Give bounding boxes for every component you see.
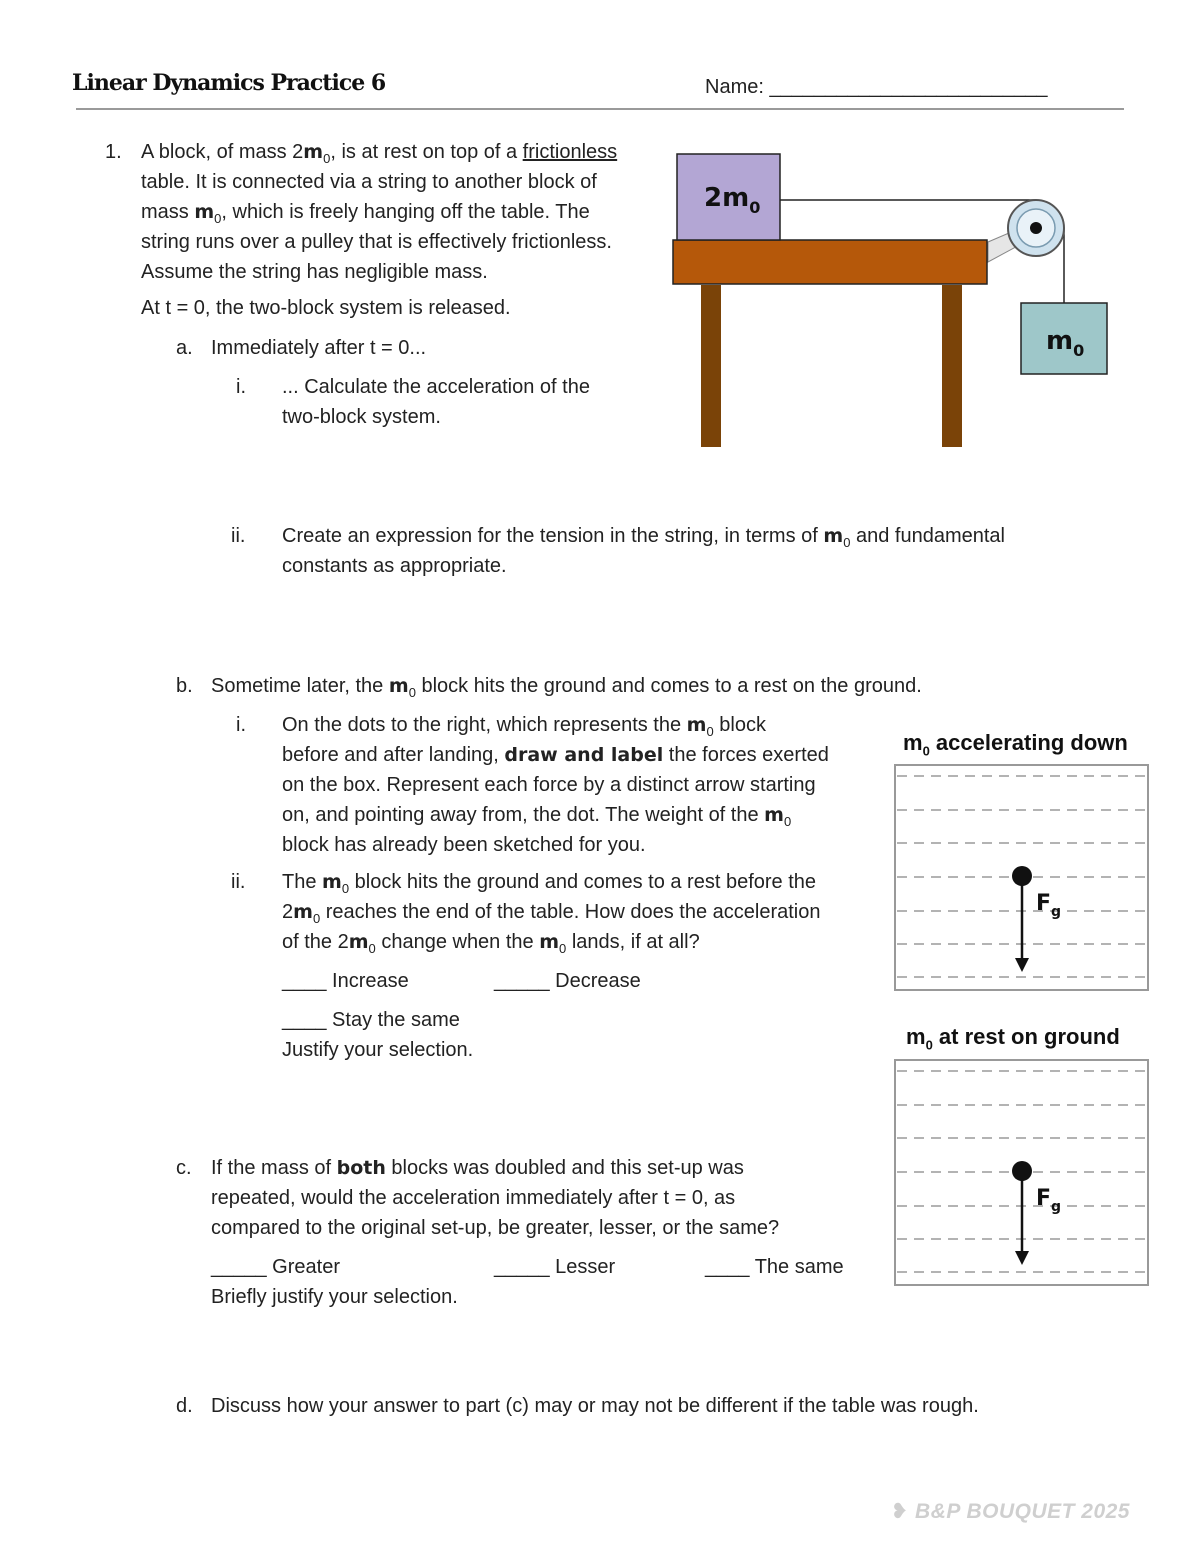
option-greater[interactable]: _____ Greater (211, 1256, 340, 1278)
question-intro: A block, of mass $2m_0$, is at rest on top of a frictionless table. It is connected via a string to another block of mass $m_0$, which is freely hanging off the table. The string runs over a pulley that is effectively frictionless. Assume the string has negligible mass. (141, 141, 618, 283)
leaf-icon: ❥ (890, 1500, 916, 1523)
table-top (673, 240, 987, 284)
option-lesser[interactable]: _____ Lesser (494, 1256, 616, 1278)
justify-prompt-c: Briefly justify your selection. (211, 1286, 458, 1308)
part-a-ii-text: Create an expression for the tension in the string, in terms of $m_0$ and fundamental constants as appropriate. (282, 525, 1005, 577)
table-pulley-diagram (660, 140, 1120, 455)
part-d-label: d. (176, 1395, 193, 1417)
part-c-text: If the mass of both blocks was doubled and this set-up was repeated, would the acceleration immediately after t = 0, as compared to the original set-up, be greater, lesser, or the same? (211, 1157, 780, 1239)
option-the-same[interactable]: ____ The same (705, 1256, 844, 1278)
fbd-panel1-title: $m_0$ accelerating down (903, 730, 1128, 759)
option-decrease[interactable]: _____ Decrease (494, 970, 641, 992)
justify-prompt: Justify your selection. (282, 1039, 474, 1061)
fbd-panel2[interactable] (894, 1059, 1150, 1287)
fbd-panel2-title: $m_0$ at rest on ground (906, 1024, 1120, 1053)
weight-force-label-2: $F_g$ (1036, 1186, 1062, 1215)
block-2m0-label: $2m_0$ (704, 183, 761, 217)
part-a-i-text: ... Calculate the acceleration of the two-block system. (282, 376, 590, 428)
header-rule (76, 108, 1124, 110)
option-increase[interactable]: ____ Increase (282, 970, 409, 992)
part-b-ii-text: The $m_0$ block hits the ground and comes to a rest before the $2m_0$ reaches the end of the table. How does the acceleration of the $2m_0$ change when the $m_0$ lands, if at all? (282, 871, 821, 956)
table-leg-right (942, 285, 962, 447)
weight-force-label: $F_g$ (1036, 891, 1062, 920)
pulley-axle (1030, 222, 1042, 234)
fbd-panel1[interactable] (894, 764, 1150, 992)
part-d-text: Discuss how your answer to part (c) may or may not be different if the table was rough. (211, 1395, 979, 1417)
part-a-text: Immediately after t = 0... (211, 337, 427, 359)
part-a-label: a. (176, 337, 193, 359)
part-b-text: Sometime later, the $m_0$ block hits the ground and comes to a rest on the ground. (211, 675, 922, 700)
part-c-label: c. (176, 1157, 192, 1179)
table-leg-left (701, 285, 721, 447)
part-b-i-label: i. (236, 714, 246, 736)
part-b-i-text: On the dots to the right, which represents the $m_0$ block before and after landing, draw and label the forces exerted on the box. Represent each force by a distinct arrow starting on, and pointing away from, the dot. The weight of the $m_0$ block has already been sketched for you. (282, 714, 829, 856)
worksheet-title: Linear Dynamics Practice 6 (72, 70, 386, 96)
part-a-ii-label: ii. (231, 525, 246, 547)
watermark: ❥ B&P BOUQUET 2025 (890, 1500, 1130, 1523)
option-stay-same[interactable]: ____ Stay the same (282, 1009, 460, 1031)
part-b-label: b. (176, 675, 193, 697)
block-m0-label: $m_0$ (1046, 326, 1085, 360)
name-field[interactable]: Name: _________________________ (705, 76, 1048, 98)
question-number: 1. (105, 141, 122, 163)
fbd-dot (1012, 866, 1032, 886)
release-statement: At t = 0, the two-block system is released. (141, 297, 511, 319)
part-b-ii-label: ii. (231, 871, 246, 893)
part-a-i-label: i. (236, 376, 246, 398)
fbd-dot-2 (1012, 1161, 1032, 1181)
